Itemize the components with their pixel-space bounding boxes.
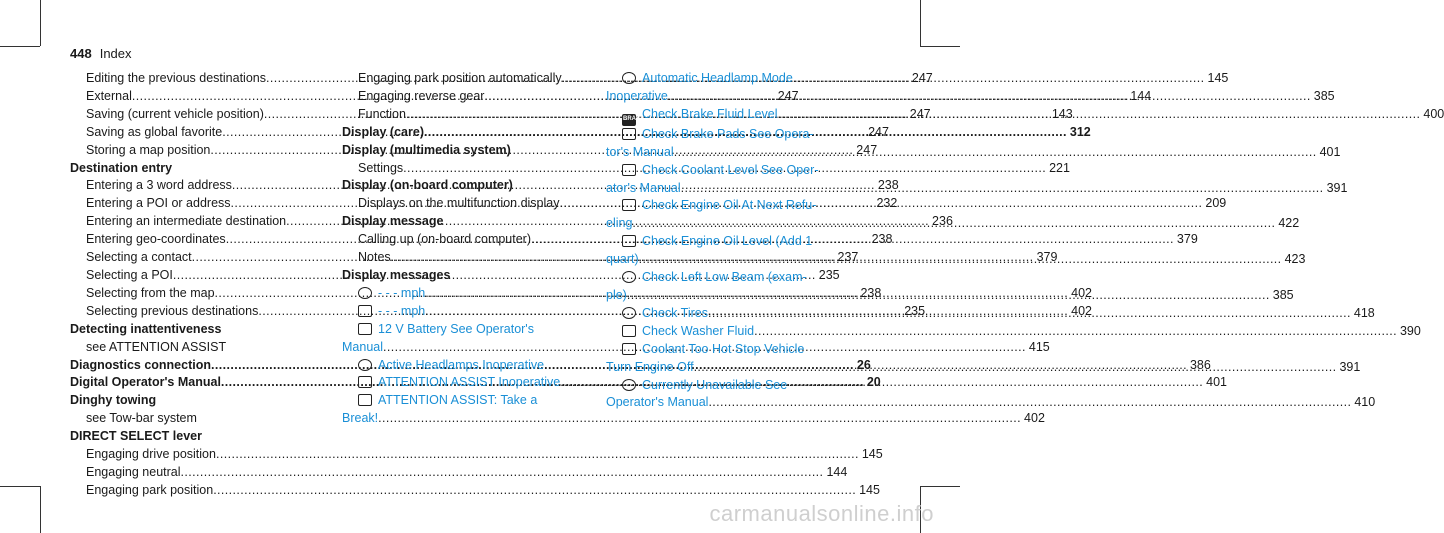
entry-text: Check Engine Oil At Next Refu- xyxy=(642,198,817,213)
dot-leader xyxy=(627,287,1270,305)
entry-text: ATTENTION ASSIST: Take a xyxy=(378,393,538,408)
crop-mark xyxy=(40,0,41,46)
entry-text: Check Coolant Level See Oper- xyxy=(642,162,819,177)
index-entry[interactable] xyxy=(606,377,870,395)
page-reference: 238 xyxy=(860,285,882,300)
entry-text: External xyxy=(86,88,132,103)
dot-leader xyxy=(754,323,1397,341)
index-heading xyxy=(70,428,332,446)
dot-leader xyxy=(639,251,1282,269)
page-header xyxy=(70,46,132,61)
entry-text: ator's Manual xyxy=(606,180,681,195)
entry-text: Currently Unavailable See xyxy=(642,377,788,392)
entry-text: Diagnostics connection xyxy=(70,357,211,372)
dot-leader xyxy=(708,394,1351,412)
crop-mark xyxy=(920,0,921,46)
page-reference: 247 xyxy=(909,106,931,121)
entry-text: Engaging neutral xyxy=(86,464,181,479)
entry-text: Entering a 3 word address xyxy=(86,178,232,193)
brake-icon: BRAKE xyxy=(622,114,636,126)
entry-text: DIRECT SELECT lever xyxy=(70,429,202,444)
headlamp-icon xyxy=(622,271,636,283)
page-reference: 26 xyxy=(856,357,871,372)
page-reference: 391 xyxy=(1339,359,1361,374)
page-reference: 145 xyxy=(861,447,883,462)
dot-leader xyxy=(181,464,824,482)
entry-text: Destination entry xyxy=(70,160,173,175)
page-reference: 235 xyxy=(818,267,840,282)
coffee-cup-icon xyxy=(358,376,372,388)
entry-text: Active Headlamps Inoperative xyxy=(378,357,545,372)
entry-text: Check Left Low Beam (exam- xyxy=(642,270,807,285)
page-reference: 247 xyxy=(856,142,878,157)
page-reference: 422 xyxy=(1278,216,1300,231)
dot-leader xyxy=(777,106,1420,126)
entry-text: Storing a map position xyxy=(86,142,211,157)
index-entry[interactable] xyxy=(606,144,1341,162)
distance-pilot-icon xyxy=(358,305,372,317)
index-entry xyxy=(70,482,880,500)
dot-leader xyxy=(681,180,1324,198)
index-entry[interactable] xyxy=(606,70,870,88)
oil-can-icon xyxy=(622,235,636,247)
page-reference: 143 xyxy=(1051,106,1073,121)
dot-leader xyxy=(378,410,1021,428)
index-heading xyxy=(342,177,570,195)
entry-text: eling xyxy=(606,216,633,231)
entry-text: Engaging park position automatically xyxy=(358,71,562,85)
entry-text: Engaging reverse gear xyxy=(358,88,485,103)
entry-text: Saving as global favorite xyxy=(86,124,223,139)
entry-text: Editing the previous destinations xyxy=(86,71,266,85)
index-entry xyxy=(70,464,848,482)
index-entry[interactable] xyxy=(606,162,870,180)
entry-text: Check Tires xyxy=(642,305,708,320)
entry-text: Check Engine Oil Level (Add 1 xyxy=(642,234,813,249)
entry-text: Manual xyxy=(342,339,383,354)
index-entry[interactable] xyxy=(342,410,1045,428)
entry-text: Display (on-board computer) xyxy=(342,178,513,193)
entry-text: Calling up (on-board computer) xyxy=(358,232,532,247)
index-entry[interactable] xyxy=(606,394,1376,412)
entry-text: Engaging drive position xyxy=(86,447,216,462)
page-reference: 235 xyxy=(904,303,926,318)
page-reference: 20 xyxy=(866,375,881,390)
page-reference: 247 xyxy=(868,124,889,139)
entry-text: Turn Engine Off xyxy=(606,359,694,374)
entry-text: Saving (current vehicle position) xyxy=(86,106,264,121)
page-reference: 391 xyxy=(1326,180,1348,195)
page-reference: 402 xyxy=(1024,411,1045,426)
page-reference: 423 xyxy=(1284,252,1306,267)
brake-pad-icon xyxy=(622,128,636,140)
entry-text: Check Washer Fluid xyxy=(642,323,755,338)
index-entry[interactable] xyxy=(606,269,870,287)
battery-icon xyxy=(358,323,372,335)
entry-text: Check Brake Pads See Opera- xyxy=(642,126,814,141)
crop-mark xyxy=(920,486,960,487)
washer-fluid-icon xyxy=(622,325,636,337)
entry-text: - - - mph xyxy=(378,303,426,318)
entry-text: Selecting a POI xyxy=(86,267,173,282)
page-reference: 144 xyxy=(826,464,848,479)
page-reference: 236 xyxy=(932,214,953,229)
entry-text: Display (multimedia system) xyxy=(342,142,511,157)
index-entry[interactable] xyxy=(606,323,1421,341)
coolant-icon xyxy=(622,164,636,176)
entry-text: Display (care) xyxy=(342,124,424,139)
page-reference: 418 xyxy=(1353,305,1375,320)
page-reference: 238 xyxy=(871,232,893,247)
page-reference: 410 xyxy=(1354,395,1376,410)
page-reference: 144 xyxy=(1130,88,1152,103)
entry-text: Digital Operator's Manual xyxy=(70,375,221,390)
steering-wheel-icon xyxy=(622,379,636,391)
entry-text: Settings xyxy=(358,160,404,175)
entry-text: Automatic Headlamp Mode xyxy=(642,71,793,85)
dot-leader xyxy=(216,446,859,464)
index-heading xyxy=(342,213,570,231)
page-number: 448 xyxy=(70,46,92,61)
crop-mark xyxy=(40,486,41,533)
page-reference: 238 xyxy=(877,178,899,193)
entry-text: Notes xyxy=(358,250,391,265)
page-reference: 312 xyxy=(1069,124,1091,139)
entry-text: Display message xyxy=(342,214,444,229)
page-reference: 402 xyxy=(1071,285,1092,300)
entry-text: Selecting a contact xyxy=(86,250,192,265)
index-heading xyxy=(70,321,332,339)
dot-leader xyxy=(694,359,1337,377)
index-entry xyxy=(70,410,332,428)
entry-text: Detecting inattentiveness xyxy=(70,321,222,336)
dot-leader xyxy=(708,305,1351,323)
page-reference: 415 xyxy=(1028,339,1050,354)
coffee-cup-icon xyxy=(358,394,372,406)
entry-text: Check Brake Fluid Level xyxy=(642,106,778,121)
index-entry xyxy=(70,446,883,464)
page-reference: 247 xyxy=(777,88,799,103)
page-reference: 386 xyxy=(1189,357,1211,372)
index-heading xyxy=(70,392,332,410)
page-reference: 247 xyxy=(911,71,933,85)
entry-text: Displays on the multifunction display xyxy=(358,196,560,211)
entry-text: Engaging park position xyxy=(86,482,214,497)
index-entry[interactable] xyxy=(606,233,870,251)
entry-text: Selecting previous destinations xyxy=(86,303,259,318)
entry-text: Coolant Too Hot Stop Vehicle xyxy=(642,341,805,356)
entry-text: see Tow-bar system xyxy=(86,411,197,426)
page-reference: 221 xyxy=(1049,160,1070,175)
section-title: Index xyxy=(99,46,132,61)
entry-text: see ATTENTION ASSIST xyxy=(86,339,227,354)
entry-text: Dinghy towing xyxy=(70,393,157,408)
entry-text: - - - mph xyxy=(378,285,426,300)
entry-text: tor's Manual xyxy=(606,144,674,159)
entry-text: Entering geo-coordinates xyxy=(86,232,226,247)
page-reference: 379 xyxy=(1036,250,1058,265)
entry-text: Operator's Manual xyxy=(606,395,709,410)
page-reference: 145 xyxy=(859,482,880,497)
entry-text: Selecting from the map xyxy=(86,285,215,300)
index-entry[interactable] xyxy=(342,392,570,410)
coolant-temp-icon xyxy=(622,343,636,355)
headlamp-icon xyxy=(358,359,372,371)
page-reference: 402 xyxy=(1071,303,1092,318)
index-heading xyxy=(70,160,332,178)
headlamp-icon xyxy=(622,72,636,84)
page-reference: 379 xyxy=(1176,232,1198,247)
dot-leader xyxy=(632,215,1275,233)
page-reference: 385 xyxy=(1313,88,1335,103)
crop-mark xyxy=(0,46,40,47)
index-entry[interactable] xyxy=(606,341,870,359)
crop-mark xyxy=(0,486,40,487)
index-heading xyxy=(342,142,570,160)
entry-text: Inoperative xyxy=(606,88,668,103)
page-reference: 401 xyxy=(1319,144,1341,159)
page-reference: 390 xyxy=(1399,323,1421,338)
entry-text: ATTENTION ASSIST Inoperative xyxy=(378,375,561,390)
index-entry xyxy=(70,339,332,357)
index-entry[interactable] xyxy=(342,321,570,339)
page-reference: 145 xyxy=(1207,71,1229,85)
index-entry[interactable] xyxy=(606,197,870,215)
oil-can-icon xyxy=(622,199,636,211)
entry-text: Display messages xyxy=(342,267,451,282)
tire-pressure-icon xyxy=(622,307,636,319)
dot-leader xyxy=(668,88,1311,106)
entry-text: 12 V Battery See Operator's xyxy=(378,321,534,336)
entry-text: Function xyxy=(358,106,406,121)
dot-leader xyxy=(213,482,856,500)
watermark: carmanualsonline.info xyxy=(709,501,934,526)
crop-mark xyxy=(920,46,960,47)
page-reference: 237 xyxy=(837,250,859,265)
page-reference: 400 xyxy=(1423,106,1444,121)
page-reference: 385 xyxy=(1272,287,1294,302)
entry-text: quart) xyxy=(606,252,639,267)
index-entry[interactable] xyxy=(606,126,870,144)
index-heading xyxy=(342,267,570,285)
page-reference: 232 xyxy=(876,196,898,211)
entry-text: Entering a POI or address xyxy=(86,196,231,211)
entry-text: Entering an intermediate destination xyxy=(86,214,287,229)
dot-leader xyxy=(674,144,1317,162)
entry-text: ple) xyxy=(606,287,627,302)
page-reference: 209 xyxy=(1205,196,1227,211)
entry-text: Break! xyxy=(342,411,379,426)
speed-limiter-icon xyxy=(358,287,372,299)
page-reference: 401 xyxy=(1206,375,1228,390)
